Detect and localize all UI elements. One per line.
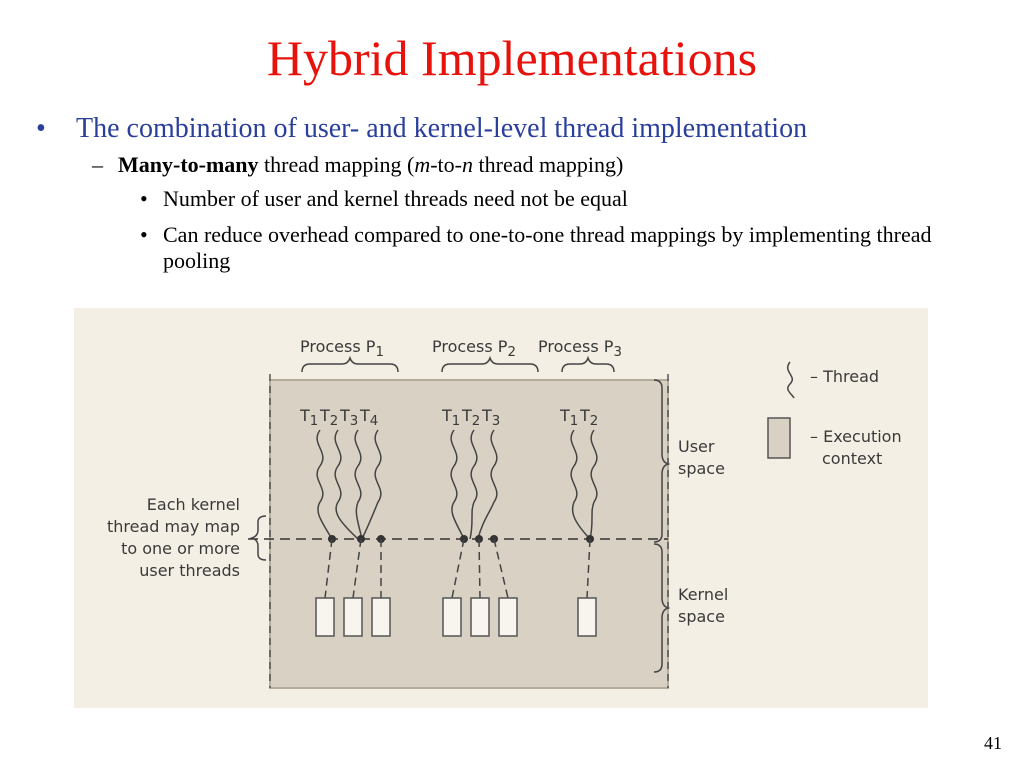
kernel-space-label: Kernel space (678, 585, 729, 626)
thread-label: $T_4$ (360, 406, 379, 430)
hybrid-threading-diagram (74, 308, 928, 708)
legend-thread-label: – Thread (810, 367, 880, 386)
execution-context-box (471, 598, 489, 636)
level2-to: -to- (430, 152, 462, 177)
level2-n: n (462, 152, 473, 177)
level2-m: m (414, 152, 431, 177)
legend-context-icon (768, 418, 790, 458)
bullet-level1-text: The combination of user- and kernel-level thread implementation (76, 113, 808, 144)
thread-label: $T_1$ (442, 406, 461, 430)
thread-label: $T_2$ (320, 406, 339, 430)
thread-label: $T_3$ (340, 406, 359, 430)
bullet-level3-text: Number of user and kernel threads need not be equal (163, 186, 628, 211)
bullet-level2-text (118, 152, 623, 178)
bullet-dot: • (36, 113, 46, 144)
process-p3-label: Process $P_3$ (538, 337, 622, 361)
slide-title: Hybrid Implementations (266, 30, 758, 86)
process-p1-label: Process $P_1$ (300, 337, 384, 361)
thread-label: $T_2$ (580, 406, 599, 430)
thread-label: $T_2$ (462, 406, 481, 430)
thread-label: $T_1$ (300, 406, 319, 430)
execution-context-box (578, 598, 596, 636)
bullet-dot: • (140, 186, 148, 211)
legend-thread-icon (788, 362, 794, 398)
page-number: 41 (984, 733, 1002, 753)
execution-context-box (344, 598, 362, 636)
bullet-dot: • (140, 222, 148, 247)
bullet-level3-text: Can reduce overhead compared to one-to-one thread mappings by implementing thread pooling (163, 222, 932, 273)
thread-label: $T_1$ (560, 406, 579, 430)
thread-label: $T_3$ (482, 406, 501, 430)
execution-context-box (372, 598, 390, 636)
kernel-thread-note: Each kernel thread may map to one or more user threads (106, 495, 240, 580)
execution-context-box (443, 598, 461, 636)
execution-context-box (499, 598, 517, 636)
process-p2-label: Process $P_2$ (432, 337, 516, 361)
bullet-dash: – (92, 152, 103, 177)
many-to-many-term: Many-to-many (118, 152, 259, 177)
level2-part-b: thread mapping) (473, 152, 624, 177)
left-note-brace (252, 516, 266, 560)
user-space-label: User space (678, 437, 725, 478)
legend-context-label: – Execution context (810, 427, 902, 468)
execution-context-box (316, 598, 334, 636)
level2-part-a: thread mapping ( (258, 152, 415, 177)
